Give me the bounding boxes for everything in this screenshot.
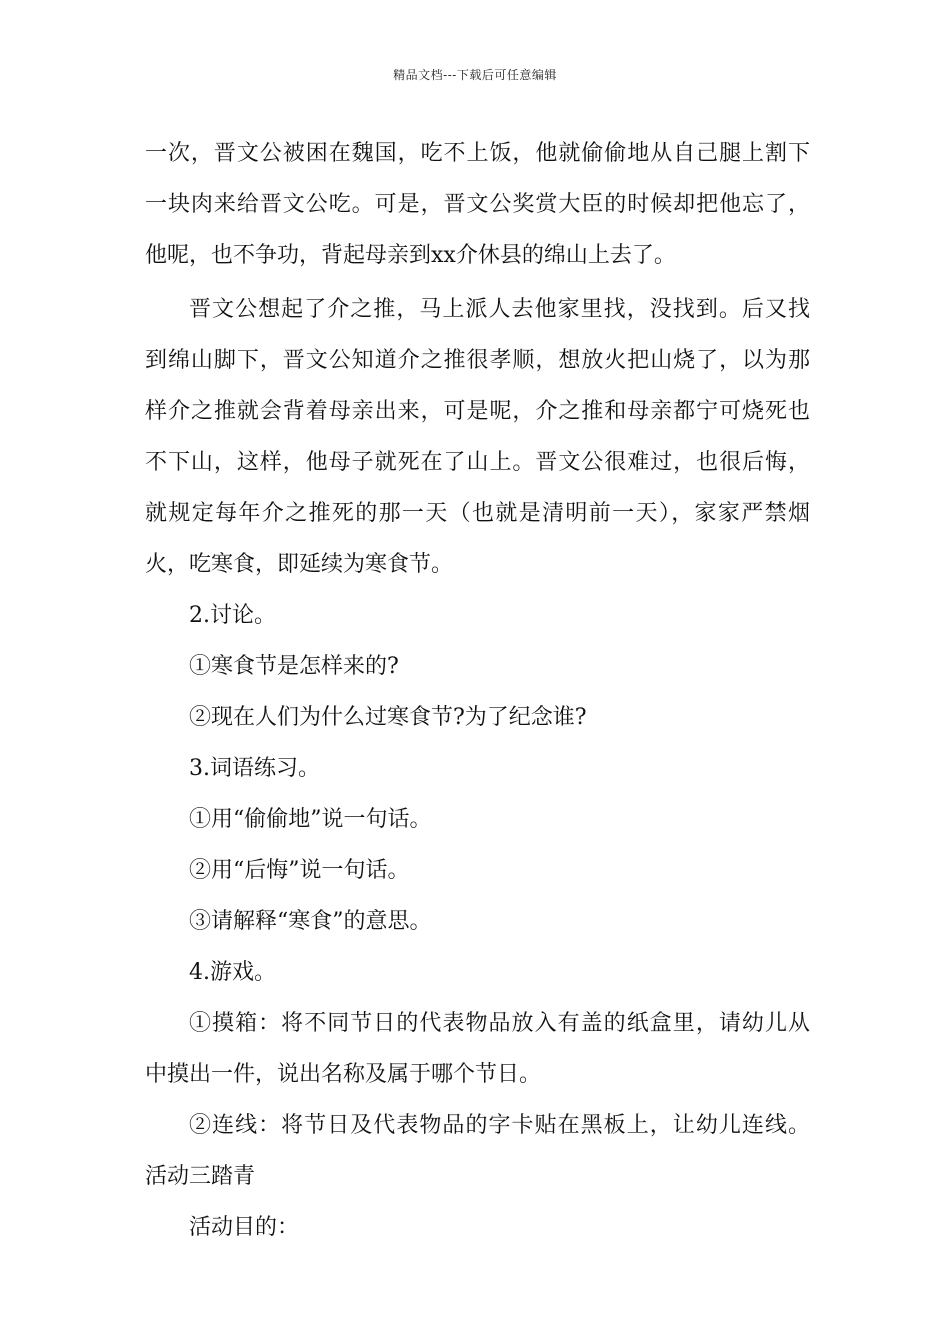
list-item: ①寒食节是怎样来的? [189, 654, 399, 679]
section-heading: 4.游戏。 [189, 960, 276, 985]
section-heading: 3.词语练习。 [189, 756, 320, 781]
list-item: ②连线：将节日及代表物品的字卡贴在黑板上，让幼儿连线。 [189, 1113, 810, 1138]
list-item: ②用“后悔”说一句话。 [189, 858, 410, 883]
list-item: ①摸箱：将不同节日的代表物品放入有盖的纸盒里，请幼儿从 [189, 1011, 810, 1036]
text-line: 他呢，也不争功，背起母亲到xx介休县的绵山上去了。 [145, 243, 676, 268]
text-line: 不下山，这样，他母子就死在了山上。晋文公很难过，也很后悔， [145, 450, 810, 475]
text-line: 一块肉来给晋文公吃。可是，晋文公奖赏大臣的时候却把他忘了， [145, 192, 810, 217]
document-body [145, 128, 810, 1253]
text-line: 样介之推就会背着母亲出来，可是呢，介之推和母亲都宁可烧死也 [145, 399, 810, 424]
text-line: 火，吃寒食，即延续为寒食节。 [145, 552, 454, 577]
text-line: 到绵山脚下，晋文公知道介之推很孝顺，想放火把山烧了，以为那 [145, 348, 810, 373]
section-heading: 活动目的： [189, 1215, 300, 1240]
text-line: 中摸出一件，说出名称及属于哪个节日。 [145, 1062, 542, 1087]
text-line: 一次，晋文公被困在魏国，吃不上饭，他就偷偷地从自己腿上割下 [145, 141, 810, 166]
list-item: ②现在人们为什么过寒食节?为了纪念谁? [189, 705, 587, 730]
text-line: 就规定每年介之推死的那一天（也就是清明前一天），家家严禁烟 [145, 501, 810, 526]
list-item: ①用“偷偷地”说一句话。 [189, 807, 432, 832]
section-heading: 2.讨论。 [189, 603, 276, 628]
activity-title: 活动三踏青 [145, 1164, 256, 1189]
paragraph-start-line: 晋文公想起了介之推，马上派人去他家里找，没找到。后又找 [189, 297, 810, 322]
page-header: 精品文档---下载后可任意编辑 [393, 68, 557, 82]
list-item: ③请解释“寒食”的意思。 [189, 909, 432, 934]
